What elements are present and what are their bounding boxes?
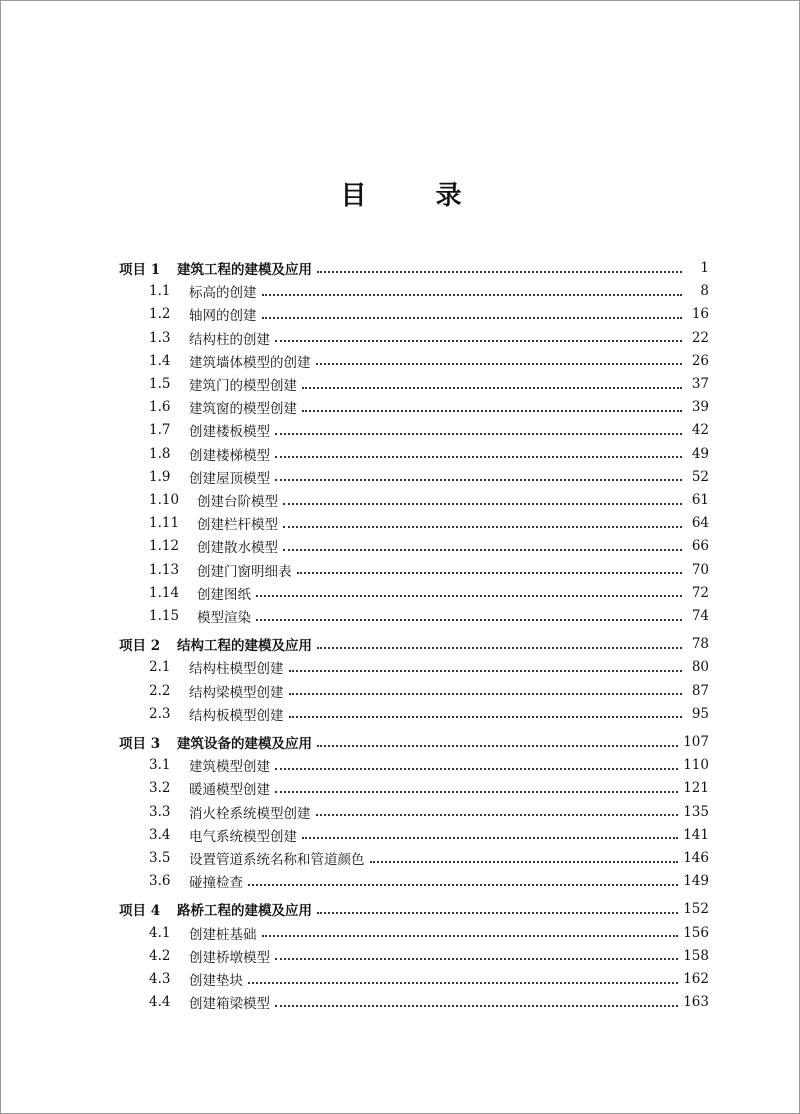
dot-leader [248, 981, 678, 984]
toc-section-entry [149, 922, 709, 944]
dot-leader [262, 316, 683, 319]
entry-page-number: 156 [683, 924, 709, 941]
entry-number: 项目 2 [119, 638, 161, 655]
page-title: 目 录 [340, 181, 492, 211]
dot-leader [275, 432, 682, 435]
entry-number: 1.1 [149, 283, 171, 300]
entry-page-number: 87 [691, 682, 709, 699]
dot-leader [317, 270, 682, 273]
dot-leader [289, 692, 683, 695]
entry-number: 1.7 [149, 422, 171, 439]
toc-chapter-entry [119, 257, 709, 279]
entry-title: 暖通模型创建 [189, 782, 270, 799]
entry-page-number: 78 [691, 636, 709, 653]
toc-section-entry [149, 656, 709, 678]
entry-number: 项目 1 [119, 262, 161, 278]
toc-section-entry [149, 824, 709, 846]
dot-leader [262, 293, 683, 296]
dot-leader [256, 594, 682, 597]
dot-leader [316, 362, 683, 365]
entry-title: 消火栓系统模型创建 [189, 805, 311, 822]
entry-page-number: 121 [683, 780, 709, 797]
entry-number: 1.10 [149, 492, 180, 508]
entry-title: 结构梁模型创建 [189, 684, 284, 701]
entry-page-number: 39 [691, 399, 709, 416]
toc-section-entry [149, 847, 709, 869]
entry-title: 轴网的创建 [189, 308, 257, 325]
entry-page-number: 141 [683, 826, 709, 843]
entry-number: 项目 4 [119, 903, 161, 920]
dot-leader [275, 339, 682, 342]
dot-leader [289, 669, 683, 672]
entry-page-number: 152 [683, 901, 709, 918]
dot-leader [275, 790, 678, 793]
dot-leader [302, 836, 678, 839]
entry-title: 建筑工程的建模及应用 [177, 262, 312, 278]
entry-title: 路桥工程的建模及应用 [177, 903, 312, 920]
entry-page-number: 135 [683, 803, 709, 820]
entry-page-number: 42 [691, 422, 709, 439]
entry-title: 创建图纸 [197, 586, 251, 603]
toc-section-entry [149, 582, 709, 604]
entry-page-number: 70 [691, 561, 709, 578]
dot-leader [316, 813, 679, 816]
toc-section-entry [149, 968, 709, 990]
entry-number: 3.1 [149, 757, 171, 774]
dot-leader [283, 502, 682, 505]
toc-section-entry [149, 559, 709, 581]
entry-number: 1.13 [149, 561, 180, 578]
entry-title: 结构板模型创建 [189, 707, 284, 724]
entry-page-number: 64 [691, 515, 709, 532]
dot-leader [248, 883, 678, 886]
toc-section-entry [149, 303, 709, 325]
entry-page-number: 8 [700, 283, 709, 300]
entry-title: 创建垫块 [189, 973, 243, 989]
entry-page-number: 72 [691, 584, 709, 601]
toc-section-entry [149, 443, 709, 465]
entry-page-number: 37 [691, 376, 709, 392]
entry-title: 创建箱梁模型 [189, 996, 270, 1013]
entry-page-number: 110 [683, 757, 709, 774]
toc-section-entry [149, 419, 709, 441]
entry-number: 项目 3 [119, 736, 161, 752]
entry-title: 建筑门的模型创建 [189, 378, 297, 394]
entry-title: 结构柱的创建 [189, 331, 270, 348]
entry-title: 创建桩基础 [189, 926, 257, 943]
dot-leader [283, 548, 682, 551]
dot-leader [317, 744, 678, 747]
entry-number: 2.1 [149, 659, 171, 676]
entry-title: 电气系统模型创建 [189, 828, 297, 845]
entry-number: 3.5 [149, 850, 171, 866]
toc-chapter-entry [119, 633, 709, 655]
toc-section-entry [149, 280, 709, 302]
dot-leader [302, 386, 682, 389]
toc-section-entry [149, 327, 709, 349]
entry-number: 1.5 [149, 376, 171, 392]
entry-number: 3.4 [149, 826, 171, 843]
entry-number: 3.2 [149, 780, 171, 797]
entry-number: 4.3 [149, 971, 171, 987]
entry-page-number: 1 [700, 260, 709, 276]
toc-section-entry [149, 489, 709, 511]
toc-section-entry [149, 605, 709, 627]
entry-number: 2.2 [149, 682, 171, 699]
dot-leader [275, 478, 682, 481]
entry-number: 4.4 [149, 994, 171, 1011]
entry-page-number: 95 [691, 705, 709, 722]
entry-title: 创建楼梯模型 [189, 447, 270, 464]
entry-title: 创建台阶模型 [197, 494, 278, 510]
entry-page-number: 61 [691, 492, 709, 508]
entry-page-number: 80 [691, 659, 709, 676]
entry-page-number: 163 [683, 994, 709, 1011]
entry-page-number: 162 [683, 971, 709, 987]
entry-page-number: 16 [691, 306, 709, 323]
entry-number: 1.6 [149, 399, 171, 416]
entry-page-number: 49 [691, 445, 709, 462]
entry-title: 建筑模型创建 [189, 759, 270, 776]
dot-leader [283, 525, 682, 528]
dot-leader [275, 1004, 678, 1007]
entry-number: 1.14 [149, 584, 180, 601]
entry-number: 3.6 [149, 873, 171, 890]
entry-number: 3.3 [149, 803, 171, 820]
entry-number: 1.2 [149, 306, 171, 323]
entry-title: 建筑设备的建模及应用 [177, 736, 312, 752]
entry-title: 碰撞检查 [189, 875, 243, 892]
entry-title: 结构工程的建模及应用 [177, 638, 312, 655]
entry-page-number: 26 [691, 352, 709, 369]
entry-number: 1.3 [149, 329, 171, 346]
toc-chapter-entry [119, 898, 709, 920]
entry-number: 2.3 [149, 705, 171, 722]
entry-title: 标高的创建 [189, 285, 257, 302]
entry-title: 结构柱模型创建 [189, 661, 284, 678]
entry-title: 创建门窗明细表 [197, 563, 292, 580]
entry-number: 1.8 [149, 445, 171, 462]
entry-number: 1.9 [149, 468, 171, 485]
entry-page-number: 146 [683, 850, 709, 866]
dot-leader [302, 409, 682, 412]
toc-section-entry [149, 373, 709, 395]
toc-section-entry [149, 396, 709, 418]
entry-page-number: 107 [683, 734, 709, 750]
dot-leader [317, 911, 678, 914]
entry-number: 1.11 [149, 515, 180, 532]
entry-title: 创建楼板模型 [189, 424, 270, 441]
toc-section-entry [149, 754, 709, 776]
entry-page-number: 22 [691, 329, 709, 346]
dot-leader [275, 455, 682, 458]
entry-number: 1.15 [149, 608, 180, 624]
dot-leader [297, 571, 683, 574]
dot-leader [275, 767, 678, 770]
toc-section-entry [149, 777, 709, 799]
entry-number: 4.1 [149, 924, 171, 941]
toc-section-entry [149, 801, 709, 823]
entry-title: 创建屋顶模型 [189, 470, 270, 487]
entry-number: 4.2 [149, 947, 171, 964]
dot-leader [317, 646, 682, 649]
toc-chapter-entry [119, 731, 709, 753]
entry-page-number: 149 [683, 873, 709, 890]
dot-leader [370, 860, 679, 863]
dot-leader [275, 957, 678, 960]
toc-section-entry [149, 350, 709, 372]
toc-section-entry [149, 991, 709, 1013]
entry-page-number: 158 [683, 947, 709, 964]
entry-number: 1.4 [149, 352, 171, 369]
entry-title: 建筑窗的模型创建 [189, 401, 297, 418]
entry-title: 创建栏杆模型 [197, 517, 278, 534]
entry-page-number: 52 [691, 468, 709, 485]
toc-section-entry [149, 535, 709, 557]
toc-section-entry [149, 703, 709, 725]
entry-title: 建筑墙体模型的创建 [189, 354, 311, 371]
entry-number: 1.12 [149, 538, 180, 555]
entry-page-number: 66 [691, 538, 709, 555]
entry-page-number: 74 [691, 608, 709, 624]
toc-section-entry [149, 680, 709, 702]
entry-title: 模型渲染 [197, 610, 251, 626]
dot-leader [289, 715, 683, 718]
entry-title: 创建桥墩模型 [189, 949, 270, 966]
entry-title: 创建散水模型 [197, 540, 278, 557]
toc-section-entry [149, 945, 709, 967]
dot-leader [262, 934, 679, 937]
toc-section-entry [149, 512, 709, 534]
toc-section-entry [149, 466, 709, 488]
dot-leader [256, 618, 682, 621]
entry-title: 设置管道系统名称和管道颜色 [189, 852, 365, 868]
toc-section-entry [149, 870, 709, 892]
